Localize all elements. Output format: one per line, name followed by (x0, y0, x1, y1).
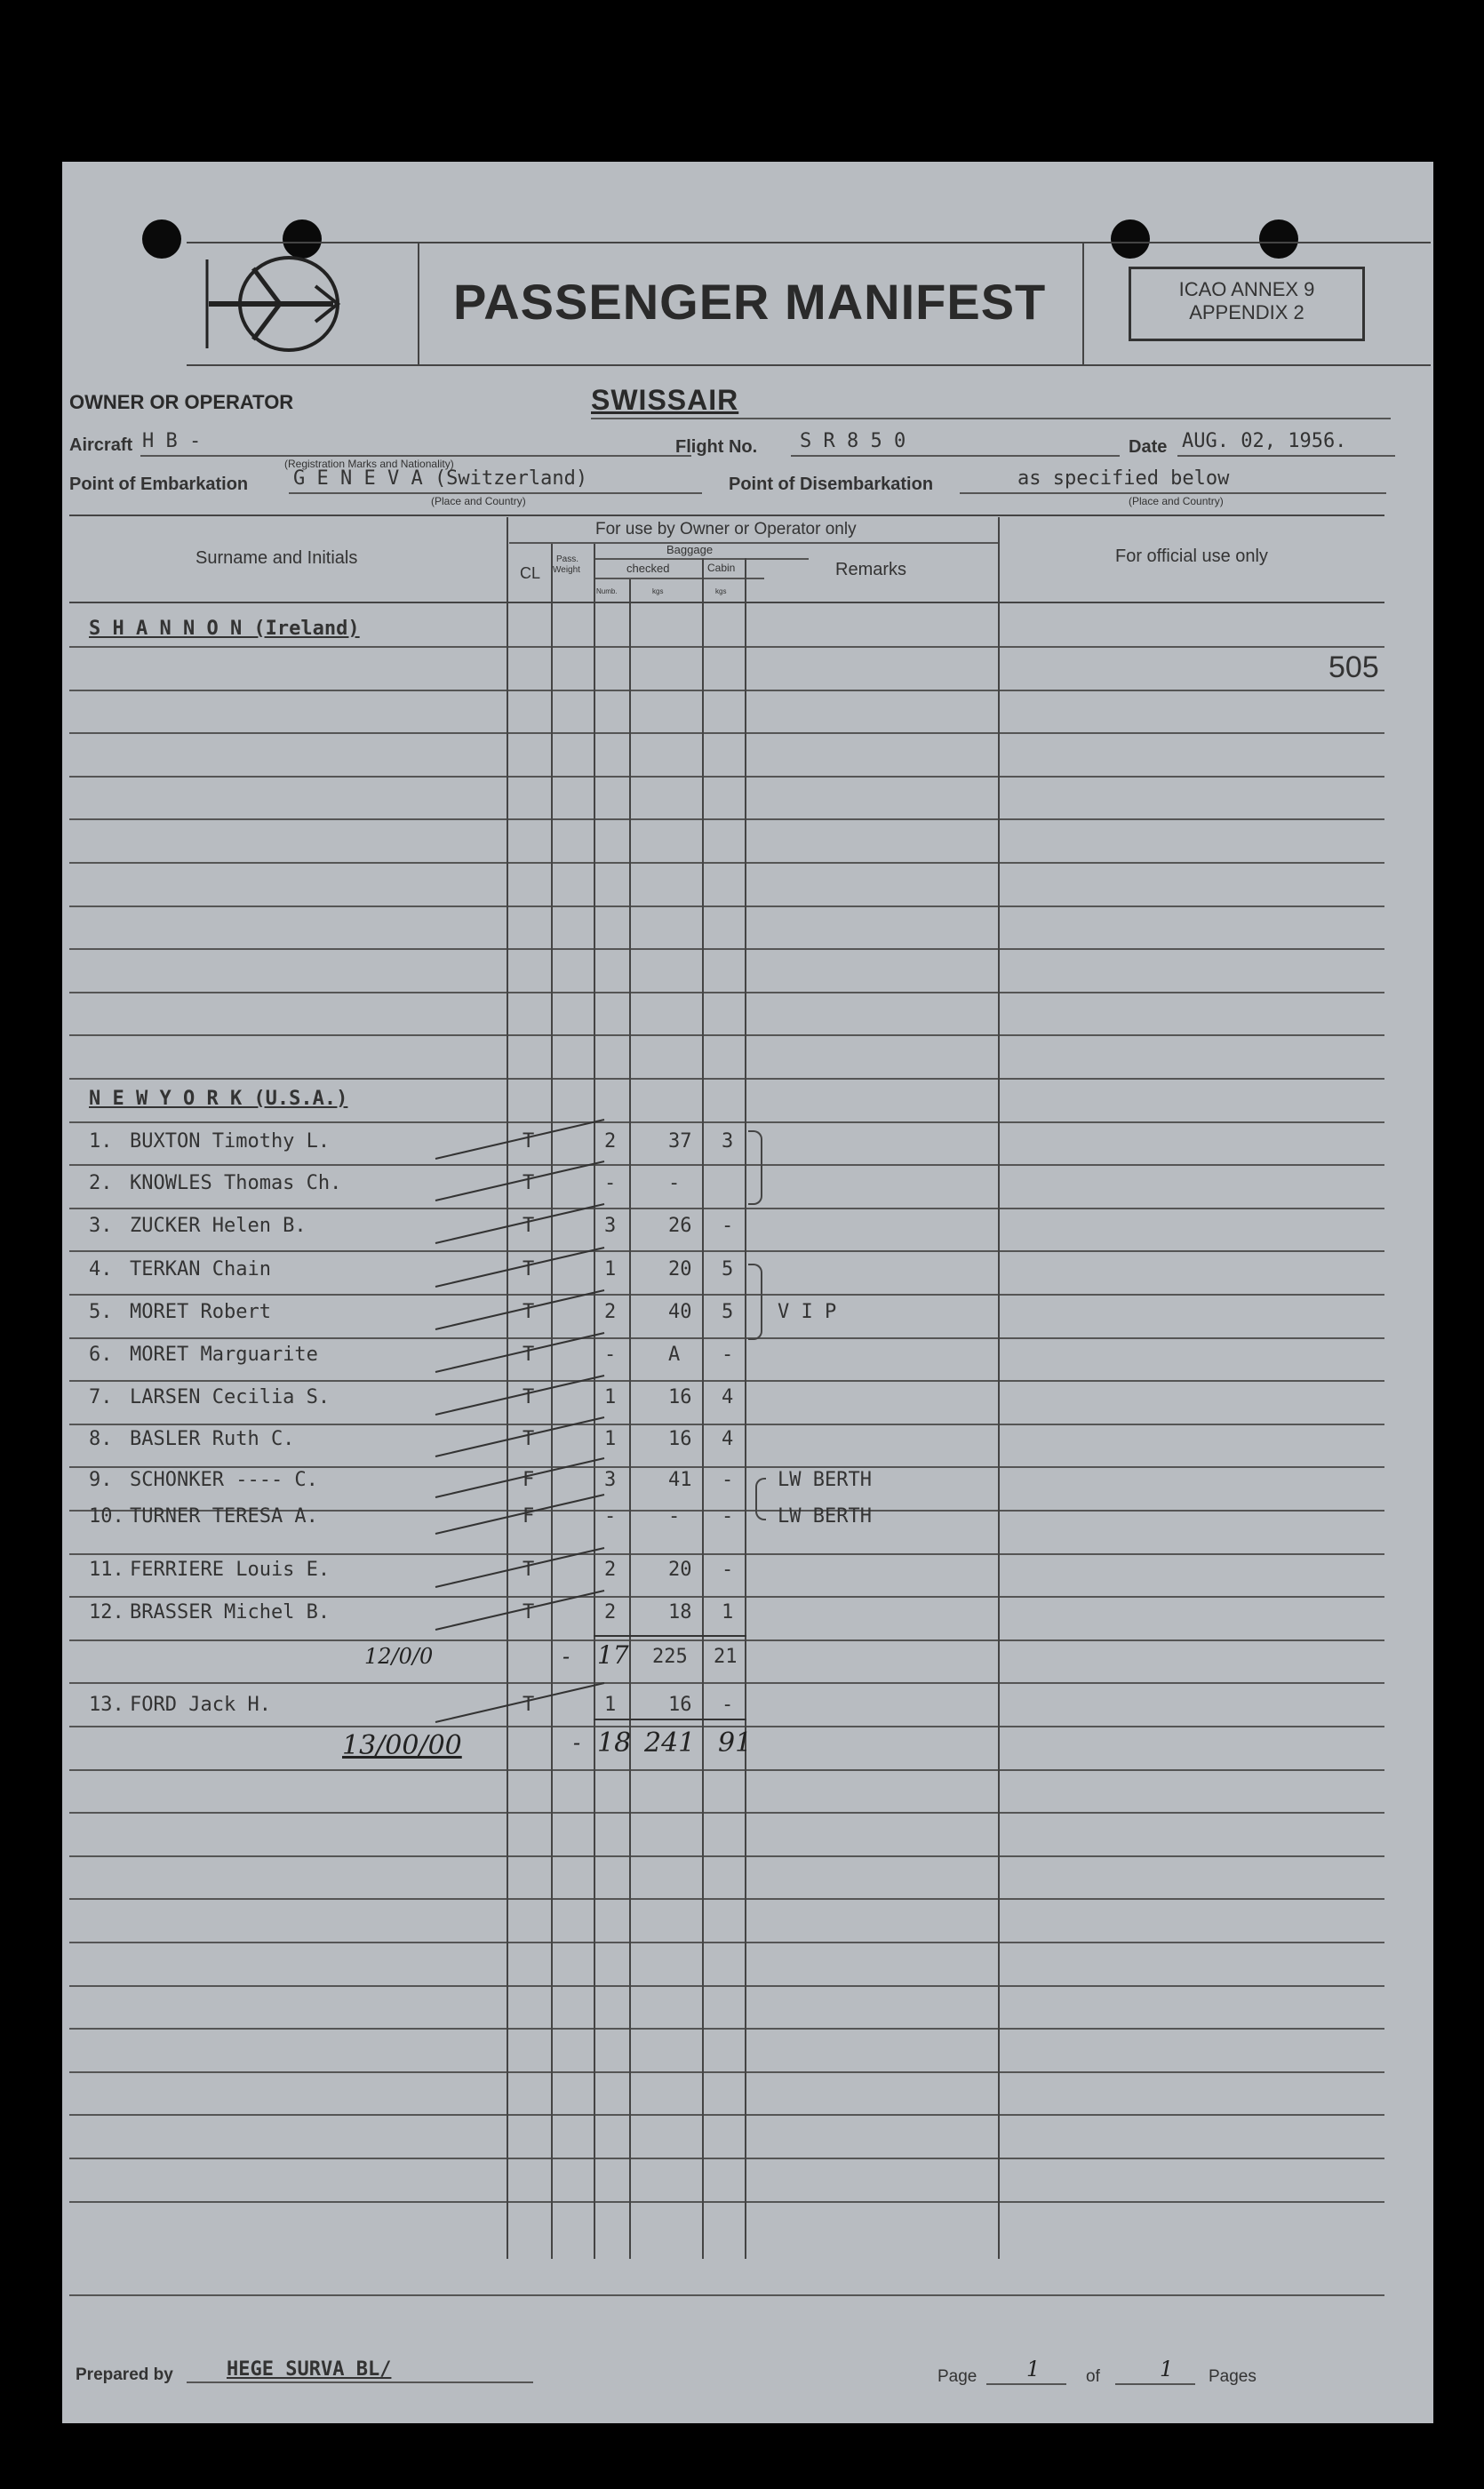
cabin-kgs: - (722, 1694, 734, 1716)
passenger-remarks: LW BERTH (778, 1469, 872, 1491)
passenger-name: SCHONKER ---- C. (130, 1469, 318, 1491)
passenger-no: 4. (89, 1258, 113, 1280)
subtotal-numb: 17 (597, 1640, 629, 1670)
passenger-no: 6. (89, 1344, 113, 1366)
baggage-numb: - (604, 1505, 617, 1528)
check-stroke (435, 1548, 604, 1587)
col-pass-weight-1: Pass. (556, 554, 579, 564)
passenger-name: MORET Marguarite (130, 1344, 318, 1366)
passenger-class: T (523, 1130, 535, 1153)
passenger-name: FORD Jack H. (130, 1694, 271, 1716)
cabin-kgs: 3 (722, 1130, 734, 1153)
baggage-kgs: 40 (668, 1301, 692, 1323)
check-stroke (435, 1376, 604, 1415)
total-kgs: 241 (644, 1727, 696, 1759)
check-stroke (435, 1458, 604, 1497)
page-rule (986, 2383, 1066, 2385)
baggage-numb: 3 (604, 1215, 617, 1237)
baggage-kgs: 37 (668, 1130, 692, 1153)
passenger-no: 7. (89, 1386, 113, 1408)
passenger-class: F (523, 1505, 535, 1528)
passenger-class: T (523, 1301, 535, 1323)
passenger-name: TERKAN Chain (130, 1258, 271, 1280)
total-cabin: 91 (718, 1727, 753, 1759)
check-stroke (435, 1248, 604, 1287)
cabin-kgs: - (722, 1559, 734, 1581)
check-stroke (435, 1161, 604, 1201)
passenger-class: T (523, 1386, 535, 1408)
check-stroke (435, 1120, 604, 1159)
col-kgs: kgs (652, 587, 664, 595)
passenger-name: FERRIERE Louis E. (130, 1559, 331, 1581)
check-marks (62, 162, 1433, 2423)
passenger-no: 10. (89, 1505, 124, 1528)
baggage-kgs: 20 (668, 1258, 692, 1280)
subtotal-kgs: 225 (652, 1646, 688, 1668)
passenger-no: 1. (89, 1130, 113, 1153)
baggage-kgs: - (668, 1172, 681, 1194)
owner-label: OWNER OR OPERATOR (69, 391, 294, 413)
baggage-numb: 1 (604, 1694, 617, 1716)
cabin-kgs: 1 (722, 1601, 734, 1623)
col-official: For official use only (1115, 546, 1268, 566)
passenger-name: BASLER Ruth C. (130, 1428, 295, 1450)
col-numb: Numb. (596, 587, 618, 595)
passenger-name: BRASSER Michel B. (130, 1601, 331, 1623)
cabin-kgs: - (722, 1344, 734, 1366)
baggage-kgs: 18 (668, 1601, 692, 1623)
subtotal-dash: - (562, 1644, 570, 1669)
passenger-name: TURNER TERESA A. (130, 1505, 318, 1528)
cabin-kgs: - (722, 1505, 734, 1528)
annex-line2: APPENDIX 2 (1189, 301, 1304, 323)
col-remarks: Remarks (835, 560, 907, 579)
passenger-no: 12. (89, 1601, 124, 1623)
annex-line1: ICAO ANNEX 9 (1178, 278, 1315, 300)
col-kgs-cabin: kgs (715, 587, 727, 595)
baggage-numb: 2 (604, 1559, 617, 1581)
passenger-class: T (523, 1428, 535, 1450)
prepared-label: Prepared by (76, 2365, 173, 2384)
passenger-class: T (523, 1215, 535, 1237)
owner-value: SWISSAIR (591, 384, 739, 416)
passenger-no: 5. (89, 1301, 113, 1323)
of-rule (1115, 2383, 1195, 2385)
passenger-class: T (523, 1601, 535, 1623)
baggage-kgs: 41 (668, 1469, 692, 1491)
manifest-sheet (62, 162, 1433, 2423)
check-stroke (435, 1591, 604, 1630)
baggage-kgs: 16 (668, 1428, 692, 1450)
baggage-numb: 1 (604, 1258, 617, 1280)
passenger-no: 3. (89, 1215, 113, 1237)
date-value: AUG. 02, 1956. (1182, 430, 1347, 452)
aircraft-sub: (Registration Marks and Nationality) (284, 458, 454, 470)
baggage-kgs: 26 (668, 1215, 692, 1237)
passenger-name: LARSEN Cecilia S. (130, 1386, 331, 1408)
baggage-numb: 2 (604, 1601, 617, 1623)
baggage-numb: 1 (604, 1386, 617, 1408)
cabin-kgs: - (722, 1215, 734, 1237)
passenger-name: BUXTON Timothy L. (130, 1130, 331, 1153)
baggage-numb: - (604, 1344, 617, 1366)
prepared-value: HEGE SURVA BL/ (227, 2358, 392, 2381)
col-cabin: Cabin (707, 562, 736, 574)
col-baggage: Baggage (666, 543, 714, 556)
passenger-class: T (523, 1694, 535, 1716)
prepared-rule (187, 2381, 533, 2383)
passenger-class: F (523, 1469, 535, 1491)
check-stroke (435, 1333, 604, 1372)
check-stroke (435, 1683, 604, 1722)
cabin-kgs: 5 (722, 1301, 734, 1323)
total-dash: - (573, 1730, 581, 1755)
of-label: of (1086, 2367, 1100, 2386)
col-surname: Surname and Initials (195, 548, 358, 568)
page-value: 1 (1026, 2357, 1041, 2381)
passenger-name: ZUCKER Helen B. (130, 1215, 307, 1237)
disembarkation-label: Point of Disembarkation (729, 475, 934, 494)
subtotal-cabin: 21 (714, 1646, 738, 1668)
disembarkation-value: as specified below (1017, 467, 1230, 490)
col-checked: checked (626, 562, 670, 575)
pages-label: Pages (1209, 2367, 1257, 2386)
passenger-no: 9. (89, 1469, 113, 1491)
passenger-no: 13. (89, 1694, 124, 1716)
passenger-class: T (523, 1344, 535, 1366)
total-label: 13/00/00 (342, 1730, 462, 1761)
baggage-kgs: A (668, 1344, 681, 1366)
check-stroke (435, 1417, 604, 1456)
baggage-kgs: 16 (668, 1386, 692, 1408)
baggage-kgs: 16 (668, 1694, 692, 1716)
passenger-class: T (523, 1559, 535, 1581)
col-pass-weight-2: Weight (553, 565, 580, 575)
embarkation-label: Point of Embarkation (69, 475, 249, 494)
passenger-no: 8. (89, 1428, 113, 1450)
date-label: Date (1129, 437, 1168, 457)
baggage-numb: 2 (604, 1301, 617, 1323)
page-title: PASSENGER MANIFEST (453, 274, 1047, 330)
cabin-kgs: 4 (722, 1386, 734, 1408)
col-owner-only: For use by Owner or Operator only (595, 520, 857, 538)
passenger-remarks: LW BERTH (778, 1505, 872, 1528)
cabin-kgs: - (722, 1469, 734, 1491)
flight-value: S R 8 5 0 (800, 430, 906, 452)
disembarkation-sub: (Place and Country) (1129, 495, 1224, 507)
embarkation-value: G E N E V A (Switzerland) (293, 467, 588, 490)
cabin-kgs: 4 (722, 1428, 734, 1450)
subtotal-label: 12/0/0 (364, 1644, 434, 1669)
section-shannon: S H A N N O N (Ireland) (89, 618, 360, 640)
passenger-no: 2. (89, 1172, 113, 1194)
check-stroke (435, 1290, 604, 1329)
passenger-remarks: V I P (778, 1301, 837, 1323)
baggage-numb: 1 (604, 1428, 617, 1450)
baggage-kgs: 20 (668, 1559, 692, 1581)
page-label: Page (937, 2367, 977, 2386)
section-newyork: N E W Y O R K (U.S.A.) (89, 1088, 348, 1110)
cabin-kgs: 5 (722, 1258, 734, 1280)
aircraft-value: H B - (142, 430, 202, 452)
embarkation-sub: (Place and Country) (431, 495, 526, 507)
passenger-name: MORET Robert (130, 1301, 271, 1323)
passenger-class: T (523, 1258, 535, 1280)
passenger-no: 11. (89, 1559, 124, 1581)
baggage-numb: 3 (604, 1469, 617, 1491)
passenger-name: KNOWLES Thomas Ch. (130, 1172, 342, 1194)
total-numb: 18 (597, 1727, 632, 1759)
passenger-class: T (523, 1172, 535, 1194)
check-stroke (435, 1204, 604, 1243)
of-value: 1 (1160, 2357, 1174, 2381)
baggage-kgs: - (668, 1505, 681, 1528)
baggage-numb: 2 (604, 1130, 617, 1153)
shannon-code: 505 (1328, 650, 1379, 684)
check-stroke (435, 1495, 604, 1534)
baggage-numb: - (604, 1172, 617, 1194)
flight-label: Flight No. (675, 437, 758, 457)
aircraft-label: Aircraft (69, 435, 133, 455)
footer-top-rule (69, 2294, 1384, 2296)
col-cl: CL (520, 564, 541, 582)
